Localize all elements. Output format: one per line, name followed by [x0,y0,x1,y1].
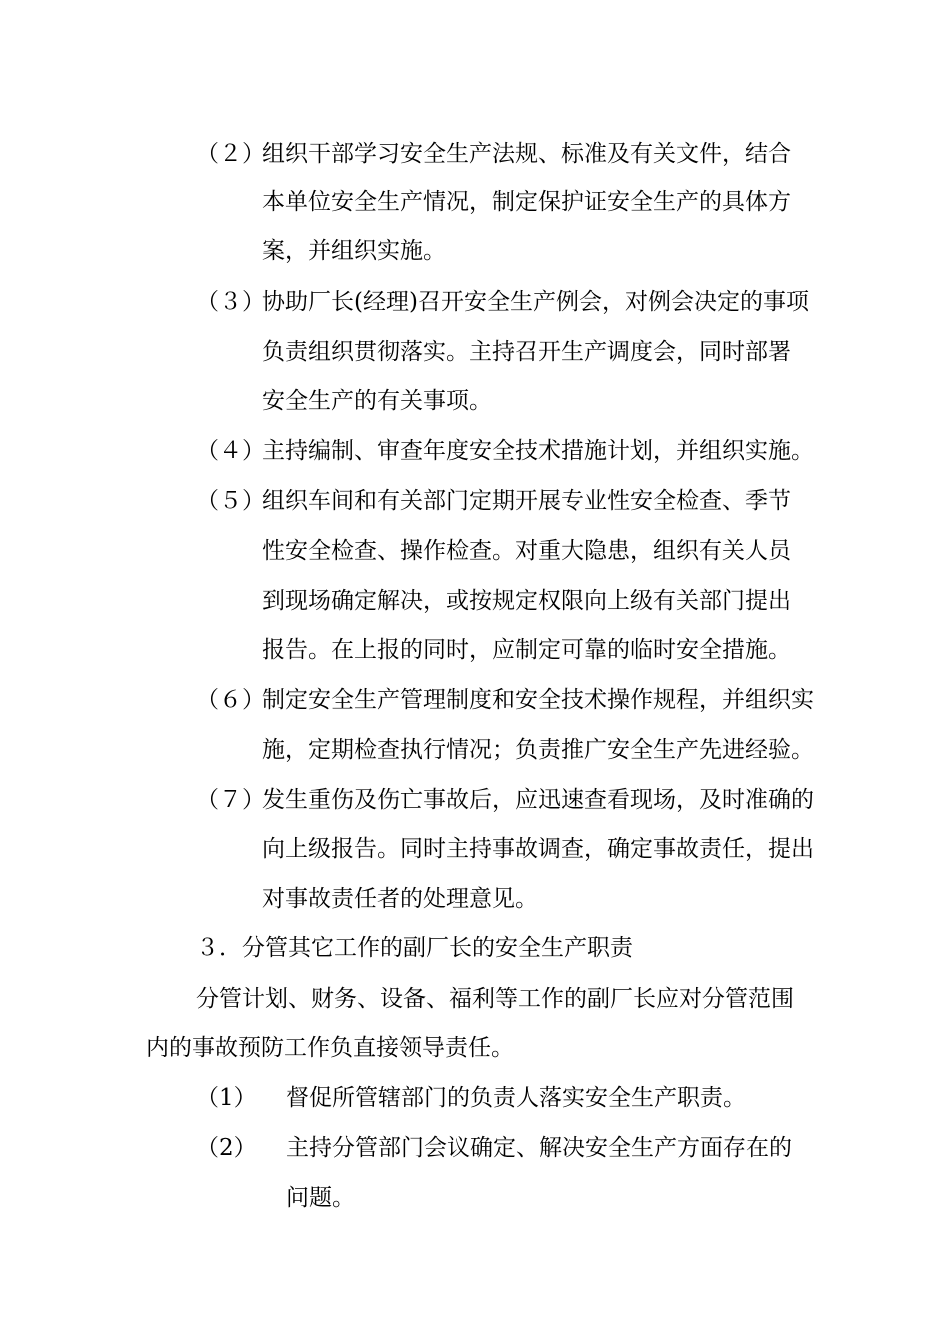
item-text-line: 施，定期检查执行情况；负责推广安全生产先进经验。 [262,737,814,763]
item-text-line: 问题。 [286,1185,355,1211]
item-text-line: 到现场确定解决，或按规定权限向上级有关部门提出 [262,588,791,614]
item-number: （２） [196,141,265,167]
item-text-line: 协助厂长(经理)召开安全生产例会，对例会决定的事项 [262,289,809,315]
item-text-line: 发生重伤及伤亡事故后，应迅速查看现场，及时准确的 [262,787,814,813]
item-text-line: 本单位安全生产情况，制定保护证安全生产的具体方 [262,189,791,215]
item-number: （５） [196,488,265,514]
paragraph-line: 分管计划、财务、设备、福利等工作的副厂长应对分管范围 [196,986,794,1012]
item-number: （2） [196,1135,257,1161]
item-number: （６） [196,687,265,713]
section-heading: ３．分管其它工作的副厂长的安全生产职责 [196,935,633,961]
item-text-line: 主持分管部门会议确定、解决安全生产方面存在的 [286,1135,792,1161]
item-text-line: 组织干部学习安全生产法规、标准及有关文件，结合 [262,141,791,167]
item-number: （７） [196,787,265,813]
item-text-line: 负责组织贯彻落实。主持召开生产调度会，同时部署 [262,339,791,365]
item-text-line: 向上级报告。同时主持事故调查，确定事故责任，提出 [262,836,814,862]
item-text-line: 安全生产的有关事项。 [262,388,492,414]
item-text-line: 制定安全生产管理制度和安全技术操作规程，并组织实 [262,687,814,713]
item-number: （３） [196,289,265,315]
item-number: （1） [196,1085,257,1111]
paragraph-line: 内的事故预防工作负直接领导责任。 [146,1035,514,1061]
item-text-line: 案，并组织实施。 [262,238,446,264]
item-number: （４） [196,438,265,464]
item-text-line: 主持编制、审查年度安全技术措施计划，并组织实施。 [262,438,814,464]
item-text-line: 性安全检查、操作检查。对重大隐患，组织有关人员 [262,538,791,564]
item-text-line: 对事故责任者的处理意见。 [262,886,538,912]
item-text-line: 督促所管辖部门的负责人落实安全生产职责。 [286,1085,746,1111]
item-text-line: 报告。在上报的同时，应制定可靠的临时安全措施。 [262,637,791,663]
item-text-line: 组织车间和有关部门定期开展专业性安全检查、季节 [262,488,791,514]
